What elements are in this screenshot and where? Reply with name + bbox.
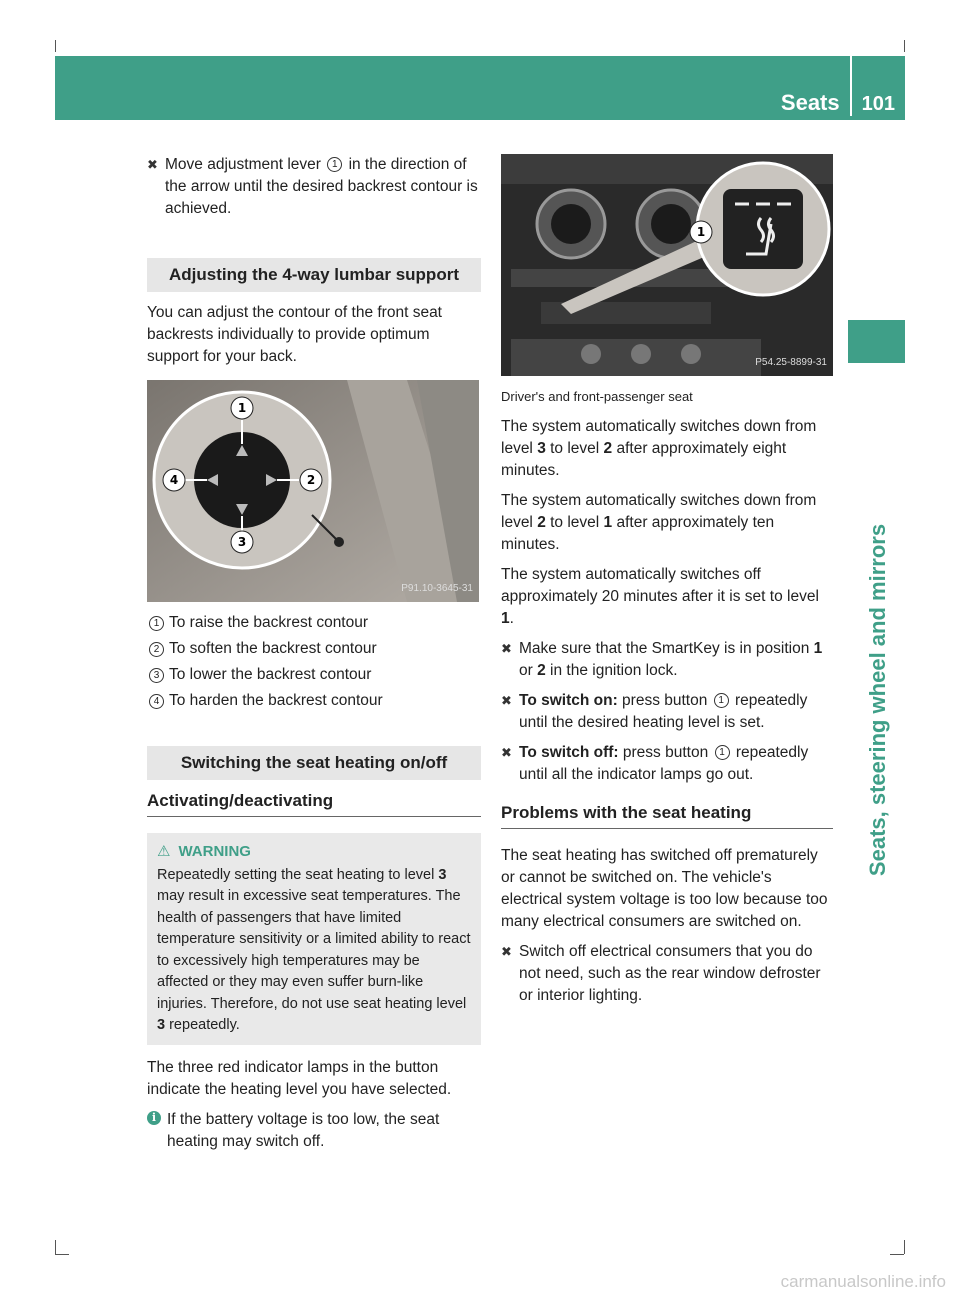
list-item: 1 To raise the backrest contour [147, 612, 481, 634]
crop-mark [904, 40, 905, 52]
list-item: 3 To lower the backrest contour [147, 664, 481, 686]
right-column [501, 154, 833, 1015]
lumbar-photo [147, 380, 479, 602]
body-text: You can adjust the contour of the front seat backrests individually to provide optimum support for your back. [147, 304, 442, 365]
subsection-heading: Activating/deactivating [147, 790, 481, 817]
body-text: The seat heating has switched off prematurely or cannot be switched on. The vehicle's electrical system voltage is too low because too many electrical consumers are switched on. [501, 847, 828, 930]
crop-mark [55, 40, 56, 52]
page-number: 101 [861, 93, 895, 115]
svg-text:1: 1 [696, 225, 706, 239]
warning-box [147, 833, 481, 1045]
crop-mark [55, 1254, 69, 1255]
image-caption: Driver's and front-passenger seat [501, 389, 693, 404]
callout-number: 1 [714, 693, 729, 708]
info-icon: i [147, 1111, 161, 1125]
section-heading: Adjusting the 4-way lumbar support [147, 258, 481, 292]
info-note: i If the battery voltage is too low, the seat heating may switch off. [147, 1109, 481, 1153]
bullet-arrow-icon: ✖ [501, 745, 512, 760]
svg-text:2: 2 [306, 473, 316, 487]
side-tab [850, 380, 906, 1020]
body-text: The system automatically switches down from level 2 to level 1 after approximately ten minutes. [501, 492, 817, 553]
section-heading: Switching the seat heating on/off [147, 746, 481, 780]
instruction-bullet: ✖ To switch on: press button 1 repeatedly until the desired heating level is set. [501, 692, 808, 731]
instruction-bullet: ✖ Make sure that the SmartKey is in position 1 or 2 in the ignition lock. [501, 640, 823, 679]
watermark: carmanualsonline.info [780, 1272, 946, 1291]
bullet-arrow-icon: ✖ [147, 157, 158, 172]
image-code: P54.25-8899-31 [755, 357, 827, 368]
callout-number: 1 [715, 745, 730, 760]
seat-heating-image [501, 154, 833, 376]
list-item: 4 To harden the backrest contour [147, 690, 481, 712]
warning-title: WARNING [178, 843, 251, 860]
warning-text: Repeatedly setting the seat heating to level 3 may result in excessive seat temperatures. The health of passengers that have limited temperature sensitivity or a limited ability to react to excessively high temperatures may be affected or they may even suffer burn-like injuries. Therefore, do not use seat heating level 3 repeatedly. [157, 866, 471, 1033]
crop-mark [890, 1254, 904, 1255]
callout-number: 2 [149, 642, 164, 657]
body-text: The system automatically switches down from level 3 to level 2 after approximately eight minutes. [501, 418, 817, 479]
section-title: Seats [780, 90, 840, 115]
callout-number: 1 [149, 616, 164, 631]
callout-number: 1 [327, 157, 342, 172]
callout-list [147, 612, 481, 712]
bullet-arrow-icon: ✖ [501, 944, 512, 959]
instruction-bullet: ✖ Switch off electrical consumers that you do not need, such as the rear window defroster or interior lighting. [501, 943, 821, 1004]
header-bar [55, 56, 905, 120]
crop-mark [55, 1240, 56, 1254]
subsection-heading: Problems with the seat heating [501, 802, 833, 829]
instruction-bullet: ✖ To switch off: press button 1 repeatedly until all the indicator lamps go out. [501, 744, 809, 783]
seat-heating-photo [501, 154, 833, 376]
body-text: The system automatically switches off approximately 20 minutes after it is set to level 1. [501, 566, 819, 627]
side-tab-marker [848, 320, 905, 363]
callout-number: 4 [149, 694, 164, 709]
bullet-arrow-icon: ✖ [501, 641, 512, 656]
body-text: The three red indicator lamps in the button indicate the heating level you have selected. [147, 1058, 452, 1098]
svg-text:3: 3 [237, 535, 247, 549]
callout-number: 3 [149, 668, 164, 683]
image-code: P91.10-3645-31 [401, 583, 473, 594]
warning-triangle-icon: ⚠ [157, 843, 171, 860]
svg-text:1: 1 [237, 401, 247, 415]
bullet-arrow-icon: ✖ [501, 693, 512, 708]
crop-mark [904, 1240, 905, 1254]
instruction-bullet: ✖ Move adjustment lever 1 in the direction of the arrow until the desired backrest contour is achieved. [147, 156, 478, 217]
svg-text:4: 4 [169, 473, 179, 487]
side-tab-label: Seats, steering wheel and mirrors [865, 523, 890, 877]
lumbar-switch-image [147, 380, 479, 602]
left-column [147, 154, 481, 1161]
list-item: 2 To soften the backrest contour [147, 638, 481, 660]
